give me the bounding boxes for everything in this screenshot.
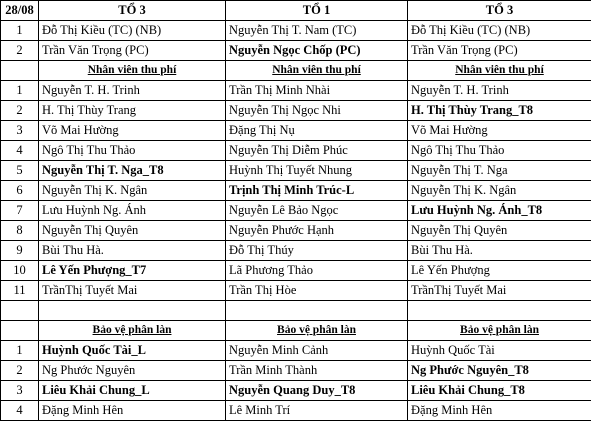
staff-name-cell[interactable]: Ngô Thị Thu Thảo bbox=[39, 141, 226, 161]
staff-name-cell[interactable]: Lê Yến Phượng_T7 bbox=[39, 261, 226, 281]
staff-name-cell[interactable]: Võ Mai Hường bbox=[39, 121, 226, 141]
staff-row bbox=[1, 121, 591, 141]
leader-row bbox=[1, 21, 591, 41]
staff-name-cell[interactable]: Võ Mai Hường bbox=[408, 121, 591, 141]
staff-name-cell[interactable]: Nguyễn Thị Diễm Phúc bbox=[226, 141, 408, 161]
staff-section-header-cell[interactable]: Nhân viên thu phí bbox=[226, 61, 408, 81]
row-number-cell[interactable]: 8 bbox=[1, 221, 39, 241]
staff-name-cell[interactable]: Bùi Thu Hà. bbox=[39, 241, 226, 261]
leader-name-cell[interactable]: Đỗ Thị Kiều (TC) (NB) bbox=[408, 21, 591, 41]
row-number-cell[interactable]: 11 bbox=[1, 281, 39, 301]
staff-name-cell[interactable]: Nguyễn Thị K. Ngân bbox=[39, 181, 226, 201]
row-number-cell[interactable]: 5 bbox=[1, 161, 39, 181]
security-name-cell[interactable]: Đặng Minh Hên bbox=[39, 401, 226, 421]
blank-row bbox=[1, 301, 591, 321]
empty-cell[interactable] bbox=[1, 301, 39, 321]
staff-name-cell[interactable]: Trịnh Thị Minh Trúc-L bbox=[226, 181, 408, 201]
security-name-cell[interactable]: Nguyễn Quang Duy_T8 bbox=[226, 381, 408, 401]
empty-cell[interactable] bbox=[1, 61, 39, 81]
empty-cell[interactable] bbox=[226, 301, 408, 321]
staff-name-cell[interactable]: Trần Thị Minh Nhài bbox=[226, 81, 408, 101]
leader-name-cell[interactable]: Trần Văn Trọng (PC) bbox=[39, 41, 226, 61]
row-number-cell[interactable]: 3 bbox=[1, 121, 39, 141]
staff-name-cell[interactable]: Nguyễn Thị Quyên bbox=[39, 221, 226, 241]
staff-name-cell[interactable]: Lê Yến Phượng bbox=[408, 261, 591, 281]
security-section-header-cell[interactable]: Bảo vệ phân làn bbox=[39, 321, 226, 341]
schedule-body bbox=[1, 1, 591, 421]
row-number-cell[interactable]: 1 bbox=[1, 21, 39, 41]
row-number-cell[interactable]: 4 bbox=[1, 401, 39, 421]
leader-name-cell[interactable]: Đỗ Thị Kiều (TC) (NB) bbox=[39, 21, 226, 41]
header-row bbox=[1, 1, 591, 21]
security-name-cell[interactable]: Ng Phước Nguyên bbox=[39, 361, 226, 381]
staff-row bbox=[1, 281, 591, 301]
staff-name-cell[interactable]: TrầnThị Tuyết Mai bbox=[408, 281, 591, 301]
empty-cell[interactable] bbox=[408, 301, 591, 321]
row-number-cell[interactable]: 1 bbox=[1, 341, 39, 361]
security-name-cell[interactable]: Liêu Khải Chung_L bbox=[39, 381, 226, 401]
empty-cell[interactable] bbox=[1, 321, 39, 341]
row-number-cell[interactable]: 1 bbox=[1, 81, 39, 101]
row-number-cell[interactable]: 9 bbox=[1, 241, 39, 261]
security-name-cell[interactable]: Ng Phước Nguyên_T8 bbox=[408, 361, 591, 381]
staff-name-cell[interactable]: Ngô Thị Thu Thảo bbox=[408, 141, 591, 161]
staff-row bbox=[1, 161, 591, 181]
leader-name-cell[interactable]: Trần Văn Trọng (PC) bbox=[408, 41, 591, 61]
staff-name-cell[interactable]: TrầnThị Tuyết Mai bbox=[39, 281, 226, 301]
group-header-3[interactable]: TỔ 3 bbox=[408, 1, 591, 21]
staff-row bbox=[1, 201, 591, 221]
row-number-cell[interactable]: 6 bbox=[1, 181, 39, 201]
row-number-cell[interactable]: 2 bbox=[1, 41, 39, 61]
group-header-1[interactable]: TỔ 3 bbox=[39, 1, 226, 21]
staff-name-cell[interactable]: H. Thị Thùy Trang_T8 bbox=[408, 101, 591, 121]
staff-name-cell[interactable]: Nguyễn Phước Hạnh bbox=[226, 221, 408, 241]
security-row bbox=[1, 401, 591, 421]
staff-row bbox=[1, 101, 591, 121]
security-section-header-cell[interactable]: Bảo vệ phân làn bbox=[408, 321, 591, 341]
staff-row bbox=[1, 81, 591, 101]
row-number-cell[interactable]: 10 bbox=[1, 261, 39, 281]
staff-section-header-cell[interactable]: Nhân viên thu phí bbox=[39, 61, 226, 81]
row-number-cell[interactable]: 2 bbox=[1, 361, 39, 381]
security-row bbox=[1, 361, 591, 381]
staff-name-cell[interactable]: Nguyễn T. H. Trinh bbox=[39, 81, 226, 101]
row-number-cell[interactable]: 2 bbox=[1, 101, 39, 121]
staff-name-cell[interactable]: Lã Phương Thảo bbox=[226, 261, 408, 281]
group-header-2[interactable]: TỔ 1 bbox=[226, 1, 408, 21]
staff-name-cell[interactable]: Nguyễn Thị T. Nga bbox=[408, 161, 591, 181]
security-name-cell[interactable]: Huỳnh Quốc Tài bbox=[408, 341, 591, 361]
empty-cell[interactable] bbox=[39, 301, 226, 321]
security-name-cell[interactable]: Nguyễn Minh Cảnh bbox=[226, 341, 408, 361]
staff-row bbox=[1, 261, 591, 281]
staff-name-cell[interactable]: Lưu Huỳnh Ng. Ánh bbox=[39, 201, 226, 221]
row-number-cell[interactable]: 7 bbox=[1, 201, 39, 221]
leader-name-cell[interactable]: Nguyễn Ngọc Chốp (PC) bbox=[226, 41, 408, 61]
row-number-cell[interactable]: 3 bbox=[1, 381, 39, 401]
leader-row bbox=[1, 41, 591, 61]
staff-name-cell[interactable]: Nguyễn Thị Ngọc Nhi bbox=[226, 101, 408, 121]
staff-row bbox=[1, 221, 591, 241]
security-name-cell[interactable]: Lê Minh Trí bbox=[226, 401, 408, 421]
staff-name-cell[interactable]: Nguyễn Thị Quyên bbox=[408, 221, 591, 241]
staff-section-header-row bbox=[1, 61, 591, 81]
security-row bbox=[1, 381, 591, 401]
staff-row bbox=[1, 141, 591, 161]
staff-name-cell[interactable]: Huỳnh Thị Tuyết Nhung bbox=[226, 161, 408, 181]
staff-name-cell[interactable]: Nguyễn Thị K. Ngân bbox=[408, 181, 591, 201]
security-name-cell[interactable]: Trần Minh Thành bbox=[226, 361, 408, 381]
security-name-cell[interactable]: Liêu Khải Chung_T8 bbox=[408, 381, 591, 401]
staff-name-cell[interactable]: H. Thị Thùy Trang bbox=[39, 101, 226, 121]
staff-section-header-cell[interactable]: Nhân viên thu phí bbox=[408, 61, 591, 81]
staff-name-cell[interactable]: Đỗ Thị Thúy bbox=[226, 241, 408, 261]
staff-name-cell[interactable]: Nguyễn Thị T. Nga_T8 bbox=[39, 161, 226, 181]
row-number-cell[interactable]: 4 bbox=[1, 141, 39, 161]
staff-name-cell[interactable]: Lưu Huỳnh Ng. Ánh_T8 bbox=[408, 201, 591, 221]
security-row bbox=[1, 341, 591, 361]
security-name-cell[interactable]: Đặng Minh Hên bbox=[408, 401, 591, 421]
staff-name-cell[interactable]: Nguyễn T. H. Trinh bbox=[408, 81, 591, 101]
staff-name-cell[interactable]: Nguyễn Lê Bảo Ngọc bbox=[226, 201, 408, 221]
security-section-header-cell[interactable]: Bảo vệ phân làn bbox=[226, 321, 408, 341]
security-section-header-row bbox=[1, 321, 591, 341]
staff-name-cell[interactable]: Trần Thị Hòe bbox=[226, 281, 408, 301]
staff-name-cell[interactable]: Bùi Thu Hà. bbox=[408, 241, 591, 261]
date-cell[interactable]: 28/08 bbox=[1, 1, 39, 21]
security-name-cell[interactable]: Huỳnh Quốc Tài_L bbox=[39, 341, 226, 361]
staff-name-cell[interactable]: Đặng Thị Nụ bbox=[226, 121, 408, 141]
staff-row bbox=[1, 241, 591, 261]
staff-row bbox=[1, 181, 591, 201]
leader-name-cell[interactable]: Nguyễn Thị T. Nam (TC) bbox=[226, 21, 408, 41]
